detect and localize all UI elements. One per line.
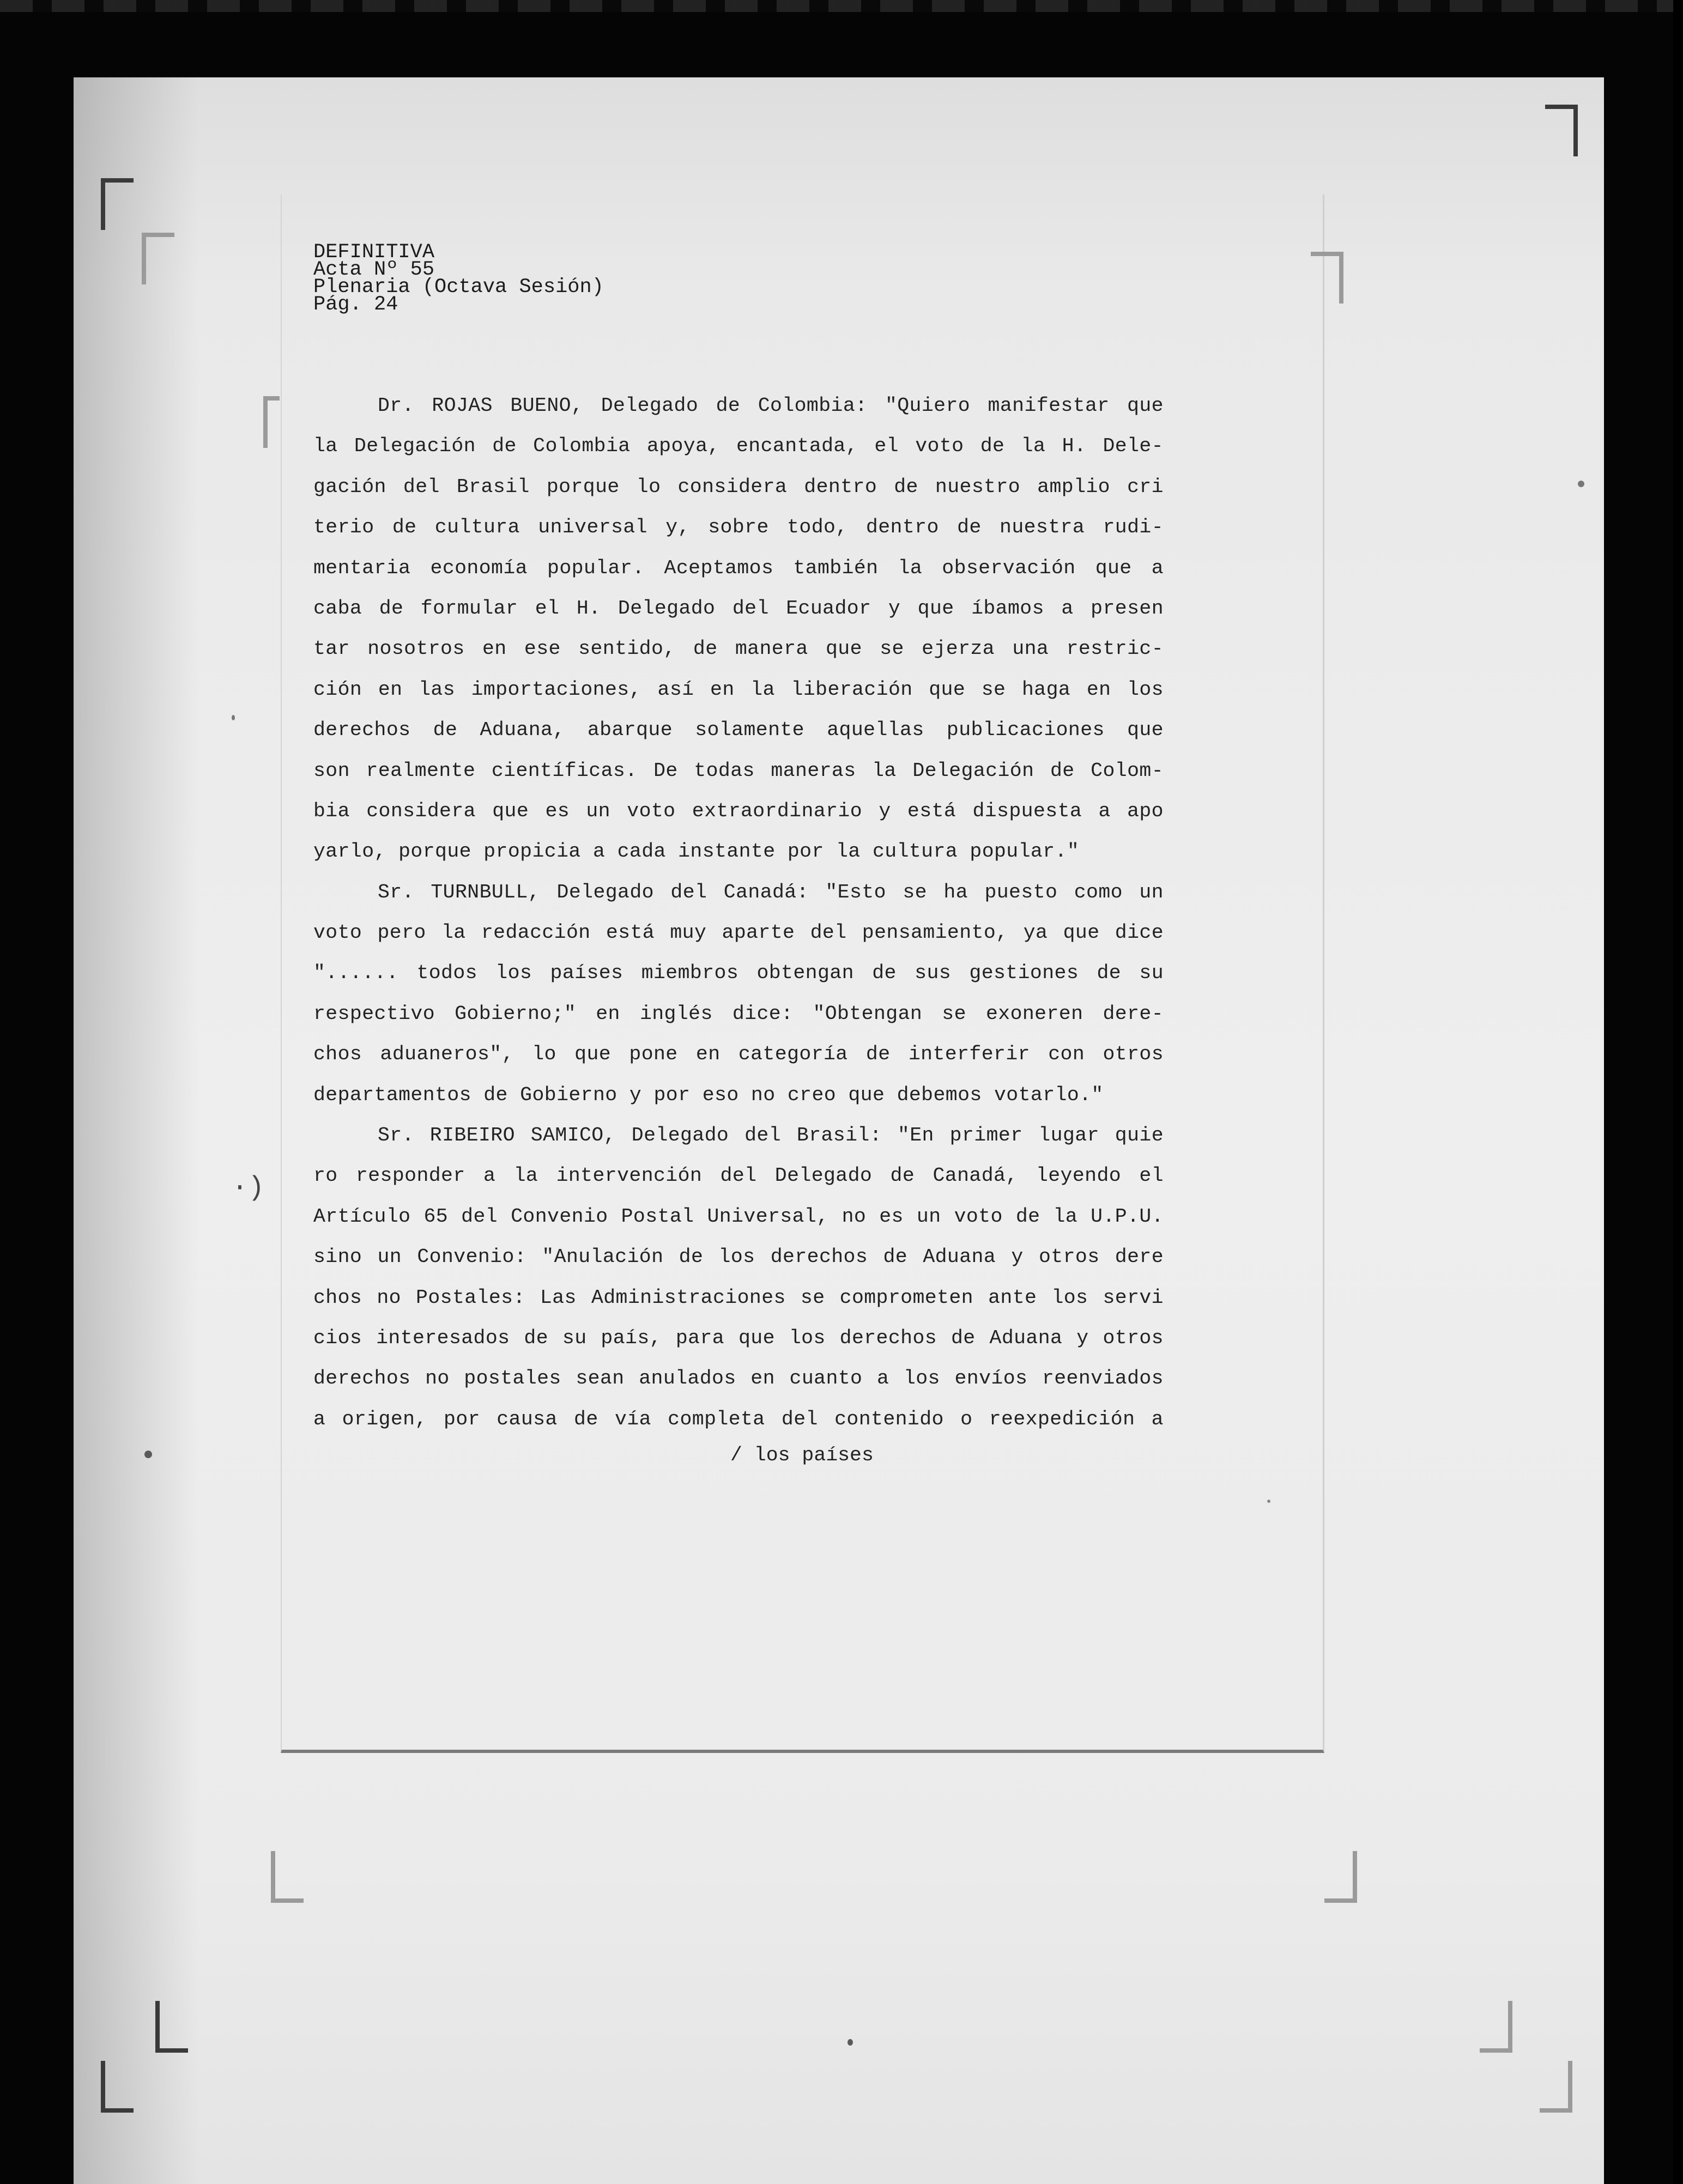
text-line: chos aduaneros", lo que pone en categoría de interferir con otros: [313, 1043, 1164, 1066]
dust-speck: [232, 715, 235, 720]
text-line: yarlo, porque propicia a cada instante por la cultura popular.": [313, 840, 1080, 863]
text-line: cios interesados de su país, para que los derechos de Aduana y otros: [313, 1326, 1164, 1349]
corner-mark-bottom-left-inner: [155, 2001, 188, 2053]
corner-mark-frame-left: [263, 396, 280, 448]
text-line: ción en las importaciones, así en la liberación que se haga en los: [313, 678, 1164, 701]
text-line: departamentos de Gobierno y por eso no creo que debemos votarlo.": [313, 1083, 1104, 1106]
corner-mark-frame-bottom-right: [1324, 1851, 1357, 1903]
text-line: tar nosotros en ese sentido, de manera que se ejerza una restric-: [313, 638, 1164, 660]
text-line: derechos de Aduana, abarque solamente aquellas publicaciones que: [313, 719, 1164, 742]
text-line: mentaria economía popular. Aceptamos también la observación que a: [313, 556, 1164, 579]
text-line: Dr. ROJAS BUENO, Delegado de Colombia: "Quiero manifestar que: [378, 395, 1164, 417]
text-line: voto pero la redacción está muy aparte del pensamiento, ya que dice: [313, 921, 1164, 944]
text-line: Sr. RIBEIRO SAMICO, Delegado del Brasil: "En primer lugar quie: [378, 1124, 1164, 1147]
corner-mark-bottom-right-inner: [1480, 2001, 1512, 2053]
text-line: "...... todos los países miembros obtengan de sus gestiones de su: [313, 962, 1164, 985]
film-edge-right: [1673, 0, 1683, 2184]
session-label: Plenaria (Octava Sesión): [313, 276, 604, 299]
dust-speck: [144, 1451, 152, 1458]
text-line: Sr. TURNBULL, Delegado del Canadá: "Esto se ha puesto como un: [378, 881, 1164, 903]
text-line: respectivo Gobierno;" en inglés dice: "Obtengan se exoneren dere-: [313, 1002, 1164, 1025]
document-body: [313, 386, 1164, 1440]
continuation-catchword: / los países: [730, 1444, 874, 1466]
text-line: terio de cultura universal y, sobre todo, dentro de nuestra rudi-: [313, 516, 1164, 539]
page-number: Pág. 24: [313, 293, 398, 316]
text-line: sino un Convenio: "Anulación de los derechos de Aduana y otros dere: [313, 1246, 1164, 1269]
corner-mark-frame-bottom-left: [271, 1851, 304, 1903]
corner-mark-bottom-left: [101, 2061, 134, 2113]
text-line: la Delegación de Colombia apoya, encantada, el voto de la H. Dele-: [313, 435, 1164, 458]
stray-mark: ·): [232, 1173, 265, 1204]
dust-speck: [1578, 481, 1584, 487]
dust-speck: [1267, 1500, 1270, 1503]
document-header: [313, 241, 604, 316]
corner-mark-bottom-right: [1540, 2061, 1572, 2113]
dust-speck: [847, 2039, 853, 2046]
text-line: Artículo 65 del Convenio Postal Universal, no es un voto de la U.P.U.: [313, 1205, 1164, 1228]
status-label: DEFINITIVA: [313, 241, 435, 264]
text-line: chos no Postales: Las Administraciones se comprometen ante los servi: [313, 1286, 1164, 1309]
corner-mark-frame-right: [1311, 252, 1343, 304]
corner-mark-top-left-inner: [142, 233, 174, 284]
film-edge-top: [0, 0, 1683, 12]
text-line: caba de formular el H. Delegado del Ecuador y que íbamos a presen: [313, 597, 1164, 620]
text-line: gación del Brasil porque lo considera dentro de nuestro amplio cri: [313, 475, 1164, 498]
text-line: bia considera que es un voto extraordinario y está dispuesta a apo: [313, 799, 1164, 822]
acta-number: Acta Nº 55: [313, 258, 435, 281]
text-line: derechos no postales sean anulados en cuanto a los envíos reenviados: [313, 1367, 1164, 1390]
scan-shading: [74, 77, 199, 2184]
text-line: ro responder a la intervención del Delegado de Canadá, leyendo el: [313, 1164, 1164, 1187]
corner-mark-top-right: [1545, 105, 1578, 156]
text-line: a origen, por causa de vía completa del contenido o reexpedición a: [313, 1408, 1164, 1430]
corner-mark-top-left: [101, 178, 134, 230]
text-line: son realmente científicas. De todas maneras la Delegación de Colom-: [313, 759, 1164, 782]
